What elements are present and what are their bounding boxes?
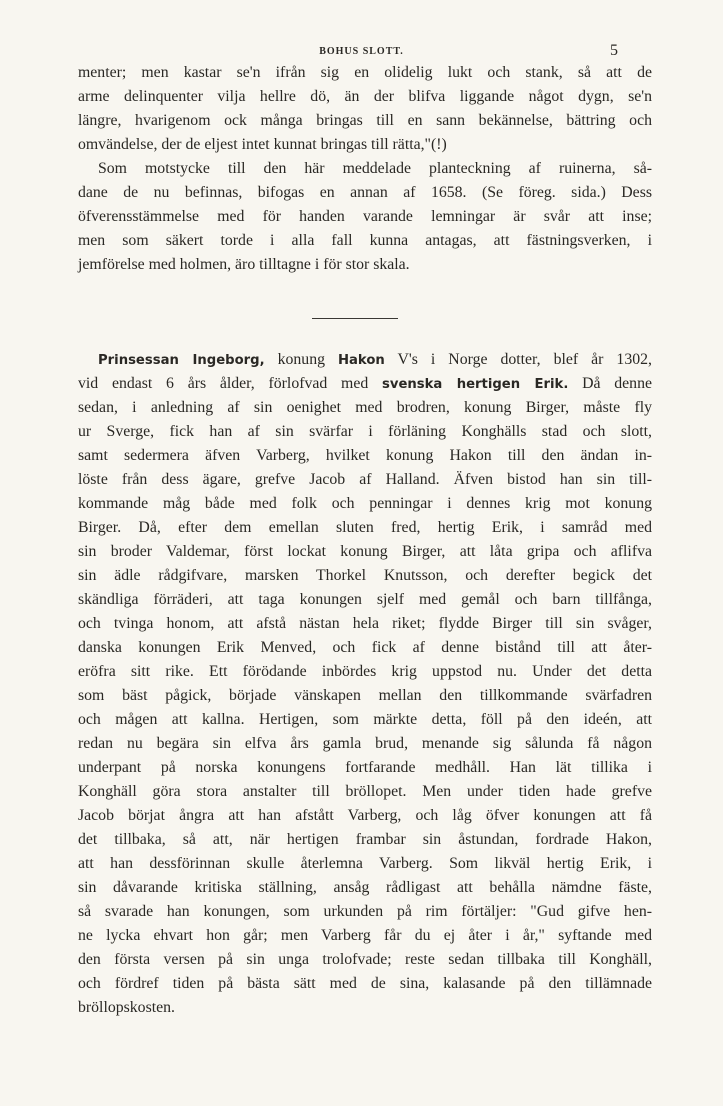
text-line: skändliga förräderi, att taga konungen sjelf med gemål och barn tillfånga, bbox=[78, 591, 652, 608]
text-line: ur Sverge, fick han af sin svärfar i förläning Konghälls stad och slott, bbox=[78, 423, 652, 440]
text-run: vid endast 6 års ålder, förlofvad med bbox=[78, 375, 382, 392]
text-line: Jacob börjat ångra att han afstått Varberg, och låg öfver konungen att få bbox=[78, 807, 652, 824]
text-line: det tillbaka, så att, när hertigen frambar sin åstundan, fordrade Hakon, bbox=[78, 831, 652, 848]
text-line: sin ädle rådgifvare, marsken Thorkel Knutsson, och derefter begick det bbox=[78, 567, 652, 584]
bold-name-ingeborg: Prinsessan Ingeborg, bbox=[98, 353, 265, 368]
paragraph-block-bottom bbox=[78, 348, 652, 1020]
text-line: kommande måg både med folk och penningar i dennes krig mot konung bbox=[78, 495, 652, 512]
text-line: men som säkert torde i alla fall kunna antagas, att fästningsverken, i bbox=[78, 232, 652, 249]
text-line: och tvinga honom, att afstå nästan hela riket; flydde Birger till sin svåger, bbox=[78, 615, 652, 632]
text-line bbox=[78, 348, 652, 372]
text-line: Birger. Då, efter dem emellan sluten fred, hertig Erik, i samråd med bbox=[78, 519, 652, 536]
bold-name-erik: svenska hertigen Erik. bbox=[382, 377, 569, 392]
text-line: och mågen att kallna. Hertigen, som märkte detta, föll på den ideén, att bbox=[78, 711, 652, 728]
page-number: 5 bbox=[610, 42, 618, 59]
running-title: BOHUS SLOTT. bbox=[319, 46, 404, 57]
paragraph-block-top bbox=[78, 61, 652, 277]
text-line: omvändelse, der de eljest intet kunnat bringas till rätta,"(!) bbox=[78, 136, 447, 153]
text-line: sedan, i anledning af sin oenighet med brodren, konung Birger, måste fly bbox=[78, 399, 652, 416]
text-line: samt sedermera äfven Varberg, hvilket konung Hakon till den ändan in- bbox=[78, 447, 652, 464]
text-line: jemförelse med holmen, äro tilltagne i för stor skala. bbox=[78, 256, 410, 273]
text-line: dane de nu befinnas, bifogas en annan af 1658. (Se föreg. sida.) Dess bbox=[78, 184, 652, 201]
text-line: menter; men kastar se'n ifrån sig en olidelig lukt och stank, så att de bbox=[78, 64, 652, 81]
text-line: sin broder Valdemar, först lockat konung Birger, att låta gripa och aflifva bbox=[78, 543, 652, 560]
text-line: ne lycka ehvart hon går; men Varberg får du ej åter i år," syftande med bbox=[78, 927, 652, 944]
text-line bbox=[78, 372, 652, 396]
text-line: den första versen på sin unga trolofvade; reste sedan tillbaka till Konghäll, bbox=[78, 951, 652, 968]
text-run: konung bbox=[264, 351, 338, 368]
section-divider bbox=[312, 318, 398, 319]
text-line: sin dåvarande kritiska ställning, ansåg rådligast att behålla nämdne fäste, bbox=[78, 879, 652, 896]
text-line: och fördref tiden på bästa sätt med de sina, kalasande på den tillämnade bbox=[78, 975, 652, 992]
text-line: redan nu begära sin elfva års gamla brud, menande sig sålunda få någon bbox=[78, 735, 652, 752]
text-line: eröfra sitt rike. Ett förödande inbördes krig uppstod nu. Under det detta bbox=[78, 663, 652, 680]
text-line: Som motstycke till den här meddelade planteckning af ruinerna, så- bbox=[98, 160, 652, 177]
text-line: Konghäll göra stora anstalter till bröllopet. Men under tiden hade grefve bbox=[78, 783, 652, 800]
text-line: öfverensstämmelse med för handen varande lemningar är svår att inse; bbox=[78, 208, 652, 225]
text-line: löste från dess ägare, grefve Jacob af Halland. Äfven bistod han sin till- bbox=[78, 471, 652, 488]
text-line: längre, hvarigenom ock många bringas till en sann bekännelse, bättring och bbox=[78, 112, 652, 129]
text-line: underpant på norska konungens fortfarande medhåll. Han lät tillika i bbox=[78, 759, 652, 776]
text-run: V's i Norge dotter, blef år 1302, bbox=[384, 351, 652, 368]
text-line: arme delinquenter vilja hellre dö, än der blifva liggande något dygn, se'n bbox=[78, 88, 652, 105]
text-line: danska konungen Erik Menved, och fick af denne bistånd till att åter- bbox=[78, 639, 652, 656]
text-line: så svarade han konungen, som urkunden på rim förtäljer: "Gud gifve hen- bbox=[78, 903, 652, 920]
text-line: som bäst pågick, började vänskapen mellan den tillkommande svärfadren bbox=[78, 687, 652, 704]
bold-name-hakon: Hakon bbox=[338, 353, 385, 368]
text-line: att han dessförinnan skulle återlemna Varberg. Som likväl hertig Erik, i bbox=[78, 855, 652, 872]
text-run: Då denne bbox=[568, 375, 652, 392]
paragraph-rest bbox=[78, 396, 652, 1020]
text-line: bröllopskosten. bbox=[78, 999, 175, 1016]
